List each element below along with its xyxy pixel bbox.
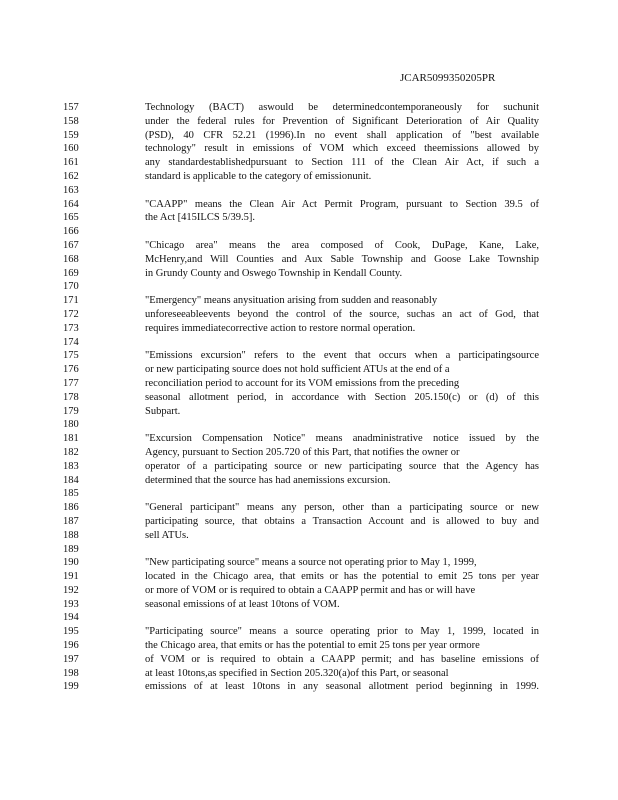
text-line xyxy=(0,115,618,129)
line-number: 177 xyxy=(63,377,79,389)
text-line xyxy=(0,225,618,239)
line-number: 186 xyxy=(63,502,79,514)
text-line xyxy=(0,391,618,405)
text-line xyxy=(0,543,618,557)
line-text: standard is applicable to the category of emissionunit. xyxy=(145,170,372,182)
text-line xyxy=(0,336,618,350)
line-text: "Excursion Compensation Notice" means anadministrative notice issued by the xyxy=(145,433,539,445)
line-text: seasonal allotment period, in accordance with Section 205.150(c) or (d) of this xyxy=(145,391,539,403)
text-line xyxy=(0,184,618,198)
text-line xyxy=(0,418,618,432)
line-number: 192 xyxy=(63,584,79,596)
line-text: or new participating source does not hold sufficient ATUs at the end of a xyxy=(145,364,450,376)
text-line xyxy=(0,474,618,488)
line-text: Technology (BACT) aswould be determinedcontemporaneously for suchunit xyxy=(145,102,539,113)
text-line xyxy=(0,239,618,253)
line-text: operator of a participating source or new participating source that the Agency has xyxy=(145,460,539,472)
line-number: 168 xyxy=(63,253,79,265)
line-number: 190 xyxy=(63,557,79,569)
text-line xyxy=(0,101,618,115)
line-number: 171 xyxy=(63,295,79,307)
line-text: reconciliation period to account for its VOM emissions from the preceding xyxy=(145,377,460,389)
line-text: participating source, that obtains a Transaction Account and is allowed to buy and xyxy=(145,515,539,527)
text-line xyxy=(0,363,618,377)
line-number: 195 xyxy=(63,626,79,638)
line-number: 191 xyxy=(63,571,79,583)
line-text: seasonal emissions of at least 10tons of VOM. xyxy=(145,598,340,610)
line-number: 163 xyxy=(63,184,79,196)
line-text: or more of VOM or is required to obtain a CAAPP permit and has or will have xyxy=(145,584,476,596)
line-number: 193 xyxy=(63,598,79,610)
line-number: 170 xyxy=(63,281,79,293)
line-number: 165 xyxy=(63,212,79,224)
text-line xyxy=(0,556,618,570)
line-text: unforeseeableevents beyond the control of the source, suchas an act of God, that xyxy=(145,308,539,320)
line-text: of VOM or is required to obtain a CAAPP permit; and has baseline emissions of xyxy=(145,653,539,665)
text-line xyxy=(0,487,618,501)
line-number: 189 xyxy=(63,543,79,555)
text-line xyxy=(0,267,618,281)
line-number: 194 xyxy=(63,612,79,624)
text-line xyxy=(0,129,618,143)
text-line xyxy=(0,501,618,515)
line-number: 161 xyxy=(63,157,79,169)
line-text: Agency, pursuant to Section 205.720 of this Part, that notifies the owner or xyxy=(145,446,460,458)
line-number: 158 xyxy=(63,115,79,127)
line-text: determined that the source has had anemissions excursion. xyxy=(145,474,391,486)
line-number: 182 xyxy=(63,446,79,458)
line-text: technology" result in emissions of VOM which exceed theemissions allowed by xyxy=(145,143,539,155)
text-line xyxy=(0,156,618,170)
text-line xyxy=(0,598,618,612)
line-text: "General participant" means any person, other than a participating source or new xyxy=(145,502,539,514)
line-text: requires immediatecorrective action to restore normal operation. xyxy=(145,322,416,334)
text-line xyxy=(0,667,618,681)
document-id-header: JCAR5099350205PR xyxy=(400,72,496,84)
text-line xyxy=(0,446,618,460)
line-number: 162 xyxy=(63,170,79,182)
text-line xyxy=(0,432,618,446)
line-number: 167 xyxy=(63,239,79,251)
line-number: 188 xyxy=(63,529,79,541)
text-line xyxy=(0,170,618,184)
text-line xyxy=(0,198,618,212)
line-text: sell ATUs. xyxy=(145,529,189,541)
text-line xyxy=(0,529,618,543)
line-number: 184 xyxy=(63,474,79,486)
line-number: 199 xyxy=(63,681,79,693)
line-text: the Chicago area, that emits or has the potential to emit 25 tons per year ormore xyxy=(145,640,480,652)
line-number: 174 xyxy=(63,336,79,348)
line-number: 187 xyxy=(63,515,79,527)
line-text: in Grundy County and Oswego Township in Kendall County. xyxy=(145,267,403,279)
line-number: 175 xyxy=(63,350,79,362)
text-line xyxy=(0,653,618,667)
line-text: any standardestablishedpursuant to Section 111 of the Clean Air Act, if such a xyxy=(145,157,539,169)
text-line xyxy=(0,611,618,625)
text-line xyxy=(0,570,618,584)
line-text: Subpart. xyxy=(145,405,181,417)
text-line xyxy=(0,211,618,225)
line-text: "Participating source" means a source operating prior to May 1, 1999, located in xyxy=(145,626,539,638)
line-number: 185 xyxy=(63,488,79,500)
line-text: "New participating source" means a source not operating prior to May 1, 1999, xyxy=(145,557,477,569)
text-line xyxy=(0,625,618,639)
line-number: 179 xyxy=(63,405,79,417)
line-number: 169 xyxy=(63,267,79,279)
line-text: at least 10tons,as specified in Section 205.320(a)of this Part, or seasonal xyxy=(145,667,449,679)
line-text: "Emergency" means anysituation arising from sudden and reasonably xyxy=(145,295,438,307)
line-number: 159 xyxy=(63,129,79,141)
text-line xyxy=(0,294,618,308)
line-text: emissions of at least 10tons in any seasonal allotment period beginning in 1999. xyxy=(145,681,539,693)
line-number: 183 xyxy=(63,460,79,472)
line-text: the Act [415ILCS 5/39.5]. xyxy=(145,212,255,224)
text-line xyxy=(0,142,618,156)
line-number: 197 xyxy=(63,653,79,665)
line-number: 178 xyxy=(63,391,79,403)
line-number: 196 xyxy=(63,640,79,652)
text-line xyxy=(0,680,618,694)
line-number: 160 xyxy=(63,143,79,155)
text-line xyxy=(0,460,618,474)
text-line xyxy=(0,515,618,529)
text-line xyxy=(0,584,618,598)
line-number: 172 xyxy=(63,308,79,320)
text-line xyxy=(0,349,618,363)
numbered-text-body xyxy=(0,101,618,694)
text-line xyxy=(0,322,618,336)
text-line xyxy=(0,280,618,294)
text-line xyxy=(0,377,618,391)
line-number: 166 xyxy=(63,226,79,238)
text-line xyxy=(0,639,618,653)
line-number: 180 xyxy=(63,419,79,431)
line-text: (PSD), 40 CFR 52.21 (1996).In no event shall application of "best available xyxy=(145,129,539,141)
line-number: 198 xyxy=(63,667,79,679)
line-number: 157 xyxy=(63,102,79,113)
line-text: "CAAPP" means the Clean Air Act Permit Program, pursuant to Section 39.5 of xyxy=(145,198,539,210)
line-number: 176 xyxy=(63,364,79,376)
line-text: under the federal rules for Prevention of Significant Deterioration of Air Quality xyxy=(145,115,539,127)
text-line xyxy=(0,405,618,419)
text-line xyxy=(0,253,618,267)
line-number: 164 xyxy=(63,198,79,210)
line-text: McHenry,and Will Counties and Aux Sable Township and Goose Lake Township xyxy=(145,253,539,265)
line-number: 173 xyxy=(63,322,79,334)
line-text: located in the Chicago area, that emits or has the potential to emit 25 tons per year xyxy=(145,571,539,583)
line-text: "Emissions excursion" refers to the event that occurs when a participatingsource xyxy=(145,350,539,362)
line-number: 181 xyxy=(63,433,79,445)
line-text: "Chicago area" means the area composed of Cook, DuPage, Kane, Lake, xyxy=(145,239,539,251)
text-line xyxy=(0,308,618,322)
